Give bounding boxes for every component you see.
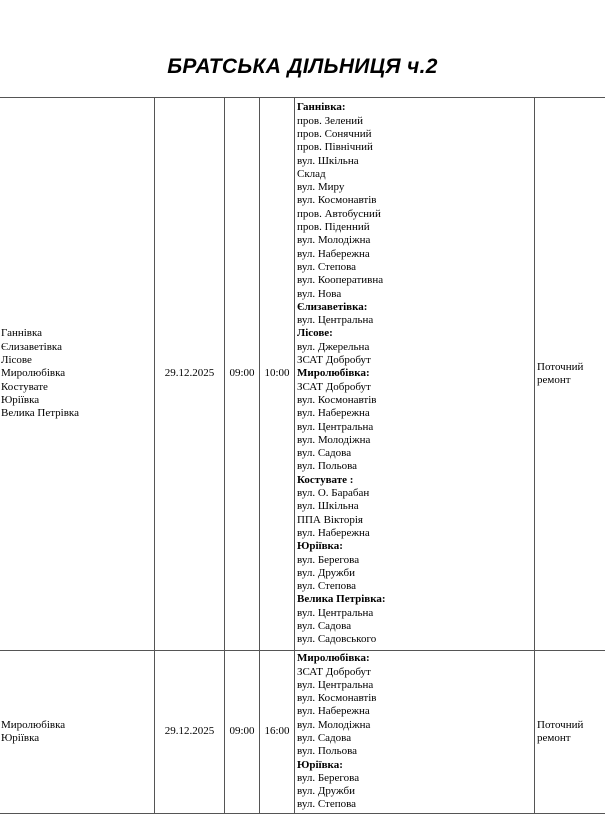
street-item: вул. Польова (297, 745, 358, 758)
settlements-cell (0, 651, 155, 814)
street-item: вул. Степова (297, 798, 357, 811)
street-item: ППА Вікторія (297, 513, 363, 526)
street-item: вул. Польова (297, 460, 358, 473)
work-type-cell (535, 98, 605, 651)
street-item: вул. Садовського (297, 633, 377, 646)
work-type-line: ремонт (537, 732, 571, 744)
street-item: пров. Сонячний (297, 128, 372, 140)
street-item: вул. Дружби (297, 566, 355, 579)
street-item: вул. Степова (297, 580, 357, 593)
start-cell: 09:00 (225, 651, 260, 814)
settlement-name: Юріївка (1, 732, 40, 744)
table-row (0, 98, 605, 651)
street-item: вул. Садова (297, 732, 352, 744)
street-item: вул. Степова (297, 260, 357, 273)
street-group-title: Велика Петрівка: (297, 593, 386, 606)
work-type-line: ремонт (537, 374, 571, 386)
street-item: пров. Зелений (297, 114, 364, 127)
street-item: вул. Нова (297, 287, 342, 300)
settlement-name: Миролюбівка (1, 367, 66, 380)
street-item: вул. Кооперативна (297, 274, 384, 287)
settlement-name: Юріївка (1, 393, 40, 406)
street-item: вул. О. Барабан (297, 487, 370, 500)
street-item: вул. Набережна (297, 526, 370, 539)
page-title: БРАТСЬКА ДІЛЬНИЦЯ ч.2 (167, 55, 438, 78)
end-cell: 10:00 (260, 98, 295, 651)
street-item: вул. Молодіжна (297, 718, 371, 731)
street-item: пров. Північний (297, 141, 373, 154)
street-group-title: Ганнівка: (297, 101, 346, 114)
date-cell: 29.12.2025 (155, 98, 225, 651)
streets-cell (295, 651, 535, 814)
street-item: вул. Молодіжна (297, 433, 371, 446)
table-body (0, 98, 605, 814)
street-item: вул. Берегова (297, 771, 360, 784)
street-group-title: Юріївка: (297, 758, 343, 771)
street-item: вул. Центральна (297, 606, 374, 619)
street-item: вул. Набережна (297, 247, 370, 260)
street-item: вул. Миру (297, 181, 345, 194)
start-cell: 09:00 (225, 98, 260, 651)
settlement-name: Єлизаветівка (1, 340, 62, 353)
street-group-title: Лісове: (297, 327, 333, 340)
street-item: вул. Центральна (297, 420, 374, 433)
street-group-title: Юріївка: (297, 540, 343, 553)
settlement-name: Лісове (1, 354, 32, 367)
street-item: ЗСАТ Добробут (297, 380, 371, 393)
street-group-title: Миролюбівка: (297, 652, 370, 665)
settlements-cell (0, 98, 155, 651)
street-item: вул. Берегова (297, 553, 360, 566)
street-item: вул. Шкільна (297, 500, 359, 513)
work-type-cell (535, 651, 605, 814)
end-cell: 16:00 (260, 651, 295, 814)
street-group-title: Миролюбівка: (297, 367, 370, 380)
settlement-name: Ганнівка (1, 327, 43, 340)
street-item: вул. Молодіжна (297, 234, 371, 247)
settlement-name: Костувате (1, 380, 48, 393)
street-item: Склад (297, 167, 326, 180)
work-type-line: Поточний (537, 718, 584, 731)
street-item: вул. Космонавтів (297, 194, 377, 207)
street-item: вул. Космонавтів (297, 393, 377, 406)
street-item: вул. Центральна (297, 678, 374, 691)
street-item: вул. Джерельна (297, 340, 370, 353)
streets-cell (295, 98, 535, 651)
street-item: вул. Космонавтів (297, 692, 377, 705)
street-item: вул. Набережна (297, 705, 370, 718)
outage-schedule-table (0, 97, 605, 814)
street-group-title: Костувате : (297, 473, 354, 486)
street-item: вул. Дружби (297, 785, 355, 798)
street-item: пров. Автобусний (297, 207, 381, 220)
street-item: ЗСАТ Добробут (297, 354, 371, 367)
settlement-name: Миролюбівка (1, 718, 66, 731)
street-item: вул. Центральна (297, 314, 374, 327)
work-type-line: Поточний (537, 360, 584, 373)
settlement-name: Велика Петрівка (1, 407, 79, 420)
street-item: вул. Садова (297, 619, 352, 632)
street-item: пров. Піденний (297, 221, 370, 234)
street-item: вул. Шкільна (297, 154, 359, 167)
street-item: ЗСАТ Добробут (297, 665, 371, 678)
date-cell: 29.12.2025 (155, 651, 225, 814)
street-group-title: Єлизаветівка: (297, 300, 368, 313)
street-item: вул. Садова (297, 447, 352, 460)
street-item: вул. Набережна (297, 407, 370, 420)
table-row (0, 651, 605, 814)
